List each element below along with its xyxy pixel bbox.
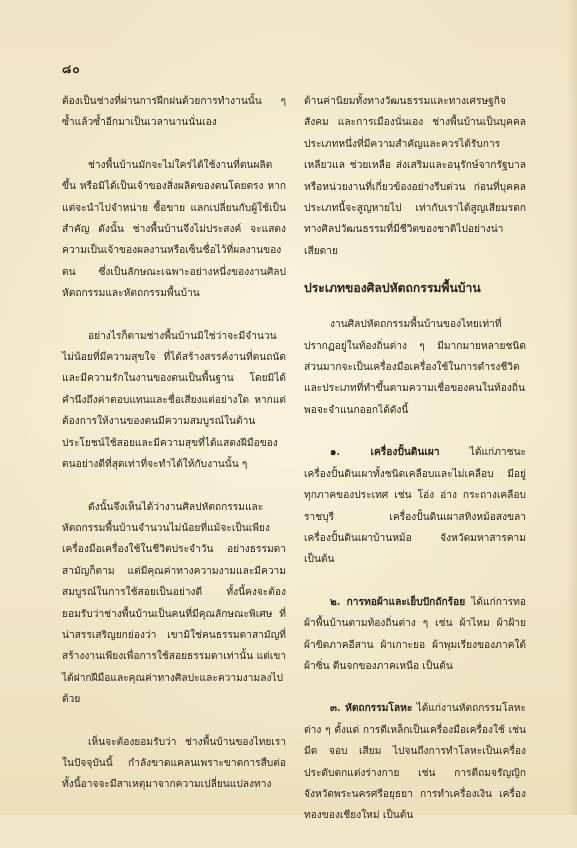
list-item-title: ๑. เครื่องปั้นดินเผา bbox=[330, 446, 440, 459]
list-item-metalwork bbox=[304, 698, 526, 826]
right-paragraph-1: ด้านค่านิยมทั้งทางวัฒนธรรมและทางเศรษฐกิจ สังคม และการเมืองนั่นเอง ช่างพื้นบ้านเป็นบุคคลประเภทหนึ่งที่มีความสำคัญและควรได้รับการเหลียวแล ช่วยเหลือ ส่งเสริมและอนุรักษ์จากรัฐบาลหรือหน่วยงานที่เกี่ยวข้องอย่างรีบด่วน ก่อนที่บุคคลประเภทนี้จะสูญหายไป เท่ากับเราได้สูญเสียมรดกทางศิลปวัฒนธรรมที่มีชีวิตของชาติไปอย่างน่าเสียดาย bbox=[304, 96, 526, 257]
section-heading: ประเภทของศิลปหัตถกรรมพื้นบ้าน bbox=[304, 281, 481, 296]
left-paragraph-2: ช่างพื้นบ้านมักจะไม่ใคร่ได้ใช้งานที่ตนผลิตขึ้น หรือมิได้เป็นเจ้าของสิ่งผลิตของตนโดยตรง หากแต่จะนำไปจำหน่าย ซื้อขาย แลกเปลี่ยนกับผู้ใช้เป็นสำคัญ ดังนั้น ช่างพื้นบ้านจึงไม่ประสงค์ จะแสดงความเป็นเจ้าของผลงานหรือเซ็นชื่อไว้ที่ผลงานของตน ซึ่งเป็นลักษณะเฉพาะอย่างหนึ่งของงานศิลปหัตถกรรมและหัตถกรรมพื้นบ้าน bbox=[62, 159, 286, 300]
list-item-pottery bbox=[304, 442, 526, 570]
page-edge-shadow bbox=[567, 0, 577, 815]
left-paragraph-5: เห็นจะต้องยอมรับว่า ช่างพื้นบ้านของไทยเราในปัจจุบันนี้ กำลังขาดแคลนเพราะขาดการสืบต่อ ทั้งนี้อาจจะมีสาเหตุมาจากความเปลี่ยนแปลงทาง bbox=[62, 736, 286, 791]
list-item-text: ได้แก่ภาชนะเครื่องปั้นดินเผาทั้งชนิดเคลือบและไม่เคลือบ มีอยู่ทุกภาคของประเทศ เช่น โอ่ง อ่าง กระถางเคลือบราชบุรี เครื่องปั้นดินเผาสทิงหม้อสงขลา เครื่องปั้นดินเผาบ้านหม้อ จังหวัดมหาสารคาม เป็นต้น bbox=[304, 447, 527, 566]
left-paragraph-1: ต้องเป็นช่างที่ผ่านการฝึกฝนด้วยการทำงานนั้น ๆ ซ้ำแล้วซ้ำอีกมาเป็นเวลานานนั่นเอง bbox=[62, 96, 286, 129]
left-paragraph-3: อย่างไรก็ตามช่างพื้นบ้านมิใช่ว่าจะมีจำนวนไม่น้อยที่มีความสุขใจ ที่ได้สร้างสรรค์งานที่ตนถนัดและมีความรักในงานของตนเป็นพื้นฐาน โดยมิได้คำนึงถึงค่าตอบแทนและชื่อเสียงแต่อย่างใด หากแต่ต้องการให้งานของตนมีความสมบูรณ์ในด้านประโยชน์ใช้สอยและมีความสุขที่ได้แสดงฝีมือของตนอย่างดีที่สุดเท่าที่จะทำได้ให้กับงานนั้น ๆ bbox=[62, 330, 286, 471]
right-column bbox=[304, 91, 526, 848]
list-item-title: ๓. หัตถกรรมโลหะ bbox=[330, 702, 413, 715]
list-item-text: ได้แก่งานหัตถกรรมโลหะต่าง ๆ ตั้งแต่ การตีเหล็กเป็นเครื่องมือเครื่องใช้ เช่น มีด จอบ เสียม ไปจนถึงการทำโลหะเป็นเครื่องประดับตกแต่งร่างกาย เช่น การตีถมจรัญญิก จังหวัดพระนครศรีอยุธยา การทำเครื่องเงิน เครื่องทองของเชียงใหม่ เป็นต้น bbox=[304, 703, 526, 822]
left-paragraph-4: ดังนั้นจึงเห็นได้ว่างานศิลปหัตถกรรมและหัตถกรรมพื้นบ้านจำนวนไม่น้อยที่แม้จะเป็นเพียงเครื่องมือเครื่องใช้ในชีวิตประจำวัน อย่างธรรมดาสามัญก็ตาม แต่มีคุณค่าทางความงามและมีความสมบูรณ์ในการใช้สอยเป็นอย่างดี ทั้งนี้คงจะต้องยอมรับว่าช่างพื้นบ้านเป็นคนที่มีคุณลักษณะพิเศษ ที่น่าสรรเสริญยกย่องว่า เขามิใช่คนธรรมดาสามัญที่สร้างงานเพียงเพื่อการใช้สอยธรรมดาเท่านั้น แต่เขาได้ฝากฝีมือและคุณค่าทางศิลปะและความงามลงไปด้วย bbox=[62, 501, 286, 706]
section-intro: งานศิลปหัตถกรรมพื้นบ้านของไทยเท่าที่ปรากฏอยู่ในท้องถิ่นต่าง ๆ มีมากมายหลายชนิด ส่วนมากจะเป็นเครื่องมือเครื่องใช้ในการดำรงชีวิตและประเภทที่ทำขึ้นตามความเชื่อของคนในท้องถิ่น พอจะจำแนกออกได้ดังนี้ bbox=[304, 319, 526, 416]
page-number: ๘๐ bbox=[62, 62, 81, 76]
list-item-weaving bbox=[304, 592, 526, 678]
list-item-text: ได้แก่การทอผ้าพื้นบ้านตามท้องถิ่นต่าง ๆ เช่น ผ้าไหม ผ้าฝ้าย ผ้าขิดภาคอีสาน ผ้าเกาะยอ ผ้าพุมเรียงของภาคใต้ ผ้าซิ่น ตีนจกของภาคเหนือ เป็นต้น bbox=[304, 596, 526, 672]
left-column bbox=[62, 91, 286, 817]
list-item-title: ๒. การทอผ้าและเย็บปักถักร้อย bbox=[330, 595, 466, 608]
